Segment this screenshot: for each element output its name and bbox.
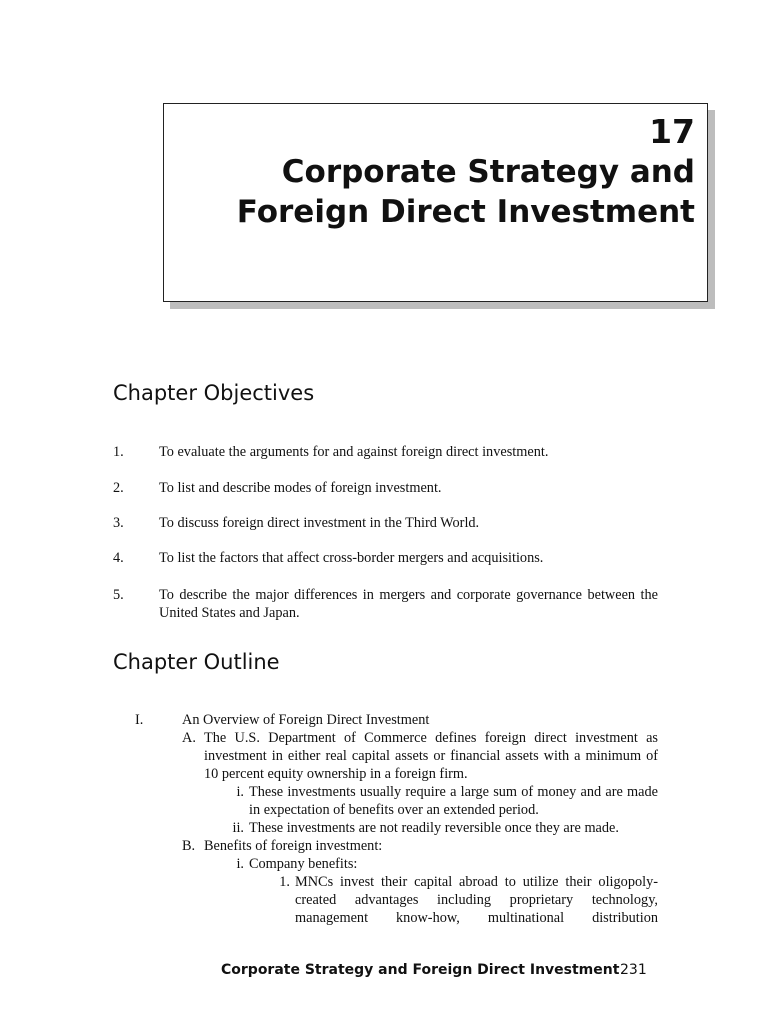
outline-item-text: These investments usually require a large sum of money and are made in expectation of benefits over an extended period.: [249, 784, 658, 818]
chapter-title-line-1: Corporate Strategy and: [281, 154, 695, 190]
objectives-heading: Chapter Objectives: [113, 381, 315, 405]
objective-number: 4.: [113, 550, 124, 566]
outline-letter: B.: [182, 838, 196, 854]
objective-item: [113, 586, 658, 622]
outline-roman: ii.: [232, 820, 244, 836]
objective-item: [113, 549, 658, 567]
objective-text: To discuss foreign direct investment in the Third World.: [159, 515, 480, 531]
objective-number: 5.: [113, 587, 124, 603]
objective-number: 2.: [113, 480, 124, 496]
outline-roman: i.: [236, 784, 244, 800]
outline-roman: i.: [236, 856, 244, 872]
chapter-number: 17: [649, 112, 695, 151]
outline-item-text: Company benefits:: [249, 856, 358, 872]
outline-item-text: An Overview of Foreign Direct Investment: [182, 712, 430, 728]
running-footer-title: Corporate Strategy and Foreign Direct Investment: [221, 962, 620, 978]
outline-heading: Chapter Outline: [113, 650, 280, 674]
objective-text: To list the factors that affect cross-border mergers and acquisitions.: [159, 550, 544, 566]
chapter-title: [237, 152, 695, 232]
objective-number: 1.: [113, 444, 124, 460]
objective-text: To list and describe modes of foreign investment.: [159, 480, 442, 496]
outline-item-text: Benefits of foreign investment:: [204, 838, 383, 854]
objective-item: [113, 443, 658, 461]
outline-letter: A.: [182, 730, 196, 746]
outline-item-text: The U.S. Department of Commerce defines foreign direct investment as investment in either real capital assets or financial assets with a minimum of 10 percent equity ownership in a foreign firm.: [204, 730, 658, 782]
objective-item: [113, 514, 658, 532]
outline-item-text: MNCs invest their capital abroad to utilize their oligopoly-created advantages including proprietary technology, management know-how, multinational distribution: [295, 874, 658, 926]
objective-item: [113, 479, 658, 497]
outline-item-text: These investments are not readily reversible once they are made.: [249, 820, 619, 836]
outline-number: 1.: [279, 874, 290, 890]
page-number: 231: [620, 962, 647, 978]
outline-numeral: I.: [135, 712, 144, 728]
objective-number: 3.: [113, 515, 124, 531]
objective-text: To describe the major differences in mergers and corporate governance between the United States and Japan.: [159, 587, 658, 621]
chapter-title-box: [163, 103, 708, 302]
objective-text: To evaluate the arguments for and against foreign direct investment.: [159, 444, 549, 460]
chapter-title-line-2: Foreign Direct Investment: [236, 194, 695, 230]
